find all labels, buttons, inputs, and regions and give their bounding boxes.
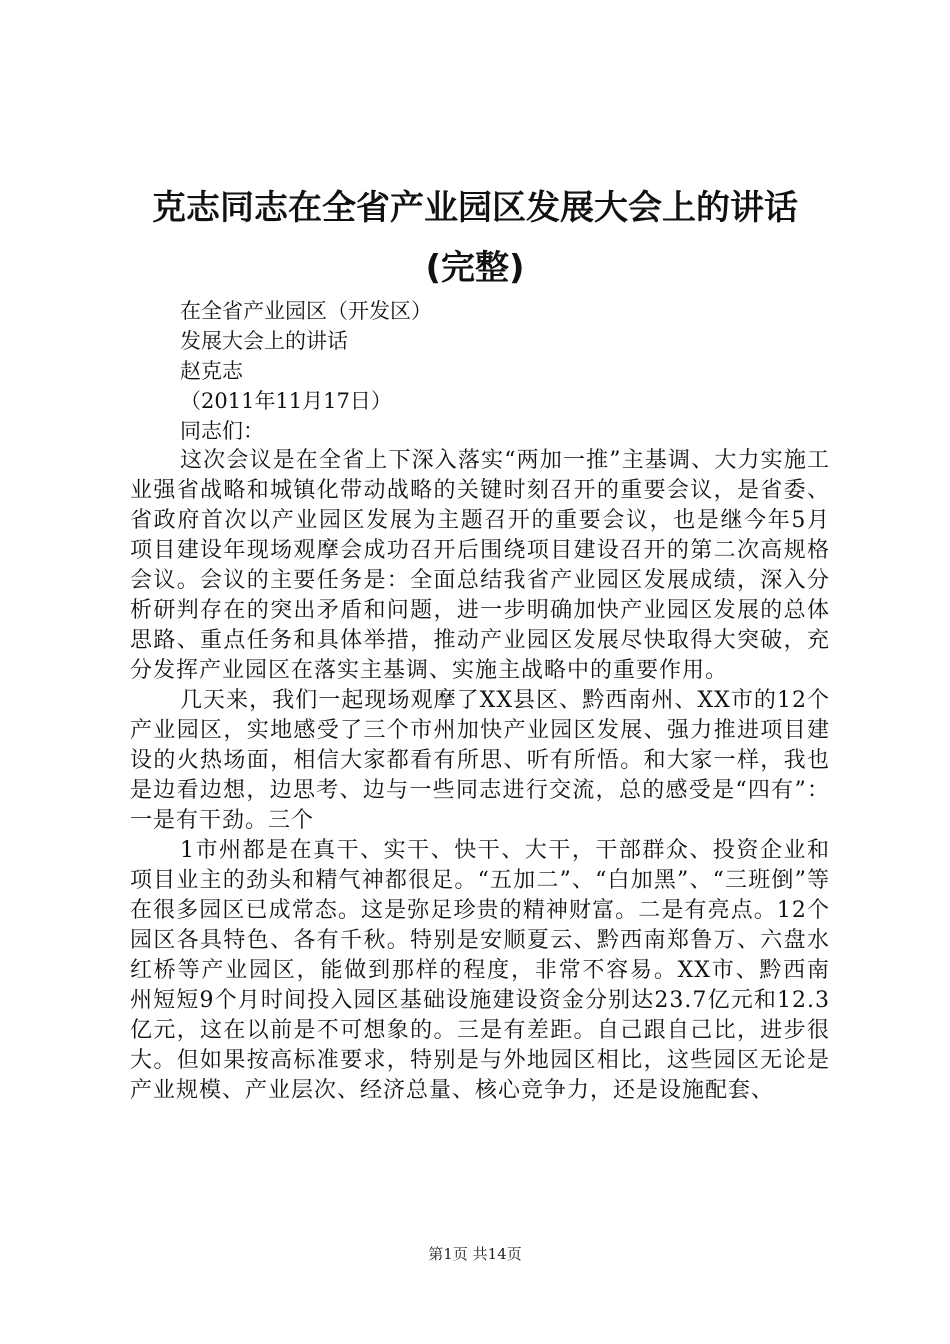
meta-line-date: （2011年11月17日）	[180, 389, 392, 413]
paragraph: 这次会议是在全省上下深入落实“两加一推”主基调、大力实施工业强省战略和城镇化带动战略的关键时刻召开的重要会议，是省委、省政府首次以产业园区发展为主题召开的重要会议，也是继今年5月项目建设年现场观摩会成功召开后围绕项目建设召开的第二次高规格会议。会议的主要任务是：全面总结我省产业园区发展成绩，深入分析研判存在的突出矛盾和问题，进一步明确加快产业园区发展的总体思路、重点任务和具体举措，推动产业园区发展尽快取得大突破，充分发挥产业园区在落实主基调、实施主战略中的重要作用。	[130, 448, 830, 683]
document-body	[130, 296, 830, 1106]
meta-line-speaker: 赵克志	[180, 359, 243, 383]
document-title: 克志同志在全省产业园区发展大会上的讲话	[152, 188, 798, 228]
meta-line-salutation: 同志们：	[180, 419, 264, 443]
paragraph: 1市州都是在真干、实干、快干、大干，干部群众、投资企业和项目业主的劲头和精气神都很足。“五加二”、“白加黑”、“三班倒”等在很多园区已成常态。这是弥足珍贵的精神财富。二是有亮点。12个园区各具特色、各有千秋。特别是安顺夏云、黔西南郑鲁万、六盘水红桥等产业园区，能做到那样的程度，非常不容易。XX市、黔西南州短短9个月时间投入园区基础设施建设资金分别达23.7亿元和12.3亿元，这在以前是不可想象的。三是有差距。自己跟自己比，进步很大。但如果按高标准要求，特别是与外地园区相比，这些园区无论是产业规模、产业层次、经济总量、核心竞争力，还是设施配套、	[130, 838, 830, 1103]
paragraph: 几天来，我们一起现场观摩了XX县区、黔西南州、XX市的12个产业园区，实地感受了三个市州加快产业园区发展、强力推进项目建设的火热场面，相信大家都看有所思、听有所悟。和大家一样，我也是边看边想，边思考、边与一些同志进行交流，总的感受是“四有”：一是有干劲。三个	[130, 688, 830, 833]
meta-line-subject: 发展大会上的讲话	[180, 329, 348, 353]
document-title-suffix: (完整)	[425, 248, 525, 288]
meta-line-venue: 在全省产业园区（开发区）	[180, 299, 432, 323]
page-number-footer: 第1页 共14页	[428, 1245, 522, 1263]
